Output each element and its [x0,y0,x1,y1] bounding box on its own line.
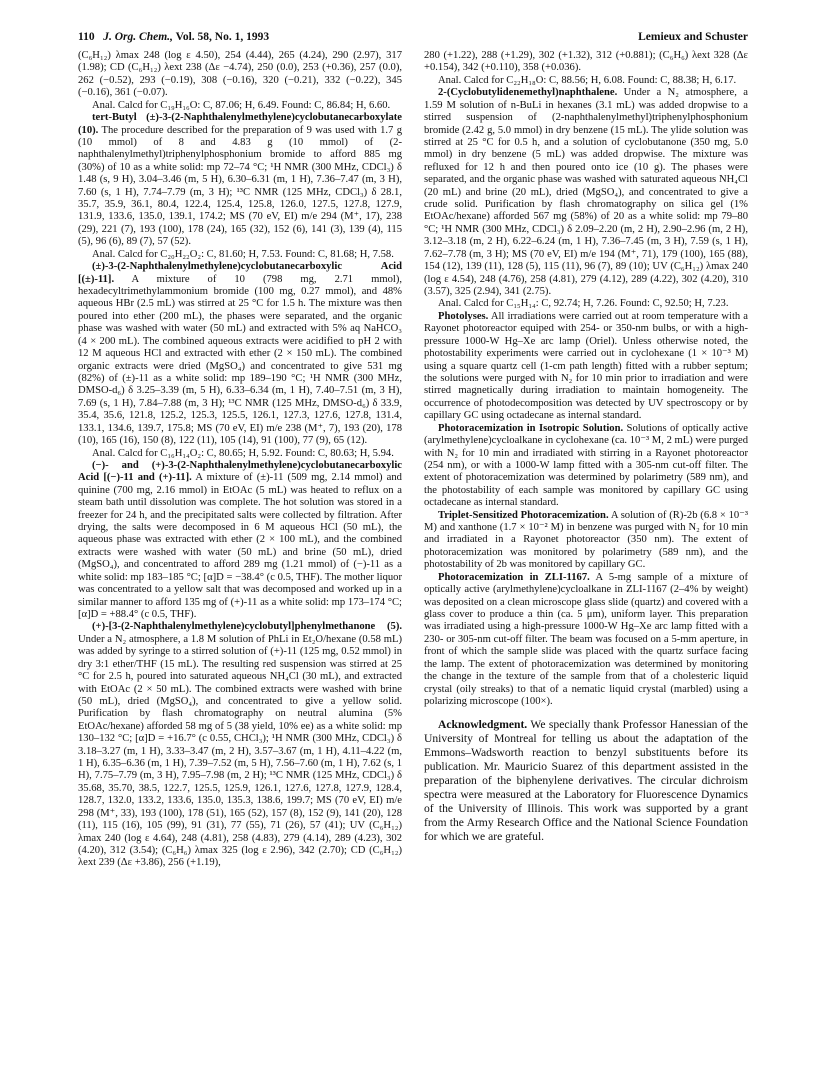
paragraph-heading: Acknowledgment. [438,718,528,732]
paragraph-heading: Photoracemization in ZLI-1167. [438,571,590,583]
paragraph-text: We specially thank Professor Hanessian of the University of Montreal for telling us about the adaptation of the Emmons–Wadsworth reaction to benzyl substituents before its publication. Mr. Mauricio Suarez of this department assisted in the preparation of the biphenylene derivatives. The circular dichroism spectra were measured at the Laboratory for Fluorescence Dynamics of the University of Illinois. This work was supported by a grant from the Army Research Office and the National Science Foundation for which we are grateful. [424,718,748,843]
paragraph-text: Anal. Calcd for C₁₅H₁₄: C, 92.74; H, 7.26. Found: C, 92.50; H, 7.23. [438,298,729,310]
paragraph-heading: Photoracemization in Isotropic Solution. [438,422,624,434]
body-paragraph [78,261,402,447]
paragraph-text: 280 (+1.22), 288 (+1.29), 302 (+1.32), 312 (+0.881); (C₆H₆) λext 328 (Δε +0.154), 342 (+0.110), 358 (+0.036). [424,50,748,74]
paragraph-text: A solution of (R)-2b (6.8 × 10⁻³ M) and xanthone (1.7 × 10⁻² M) in benzene was purged with N₂ for 10 min and irradiated in a Rayonet photoreactor (350 nm). The extent of photoracemization was monitored by polarimetry (589 nm), and the photostability of 2b was monitored by capillary GC. [424,509,748,571]
paragraph-text: The procedure described for the preparation of 9 was used with 1.7 g (10 mmol) of 8 and 4.83 g (10 mmol) of (2-naphthalenylmethyl)triphenylphosphonium bromide to afford 885 mg (30%) of 10 as a white solid: mp 72–74 °C; ¹H NMR (300 MHz, CDCl₃) δ 1.48 (s, 9 H), 3.04–3.46 (m, 5 H), 6.30–6.31 (m, 1 H), 7.36–7.47 (m, 3 H), 7.60 (s, 1 H), 7.74–7.79 (m, 3 H); ¹³C NMR (125 MHz, CDCl₃) δ 28.1, 35.7, 35.9, 36.1, 80.4, 122.4, 125.4, 125.8, 126.0, 127.5, 127.8, 127.9, 131.9, 133.6, 135.0, 139.1, 174.2; MS (70 eV, EI) m/e 294 (M⁺, 17), 238 (29), 221 (7), 193 (100), 178 (24), 165 (32), 152 (6), 141 (3), 139 (4), 115 (5), 96 (6), 89 (7), 57 (52). [78,124,402,248]
paragraph-heading: (+)-[3-(2-Naphthalenylmethylene)cyclobutyl]phenylmethanone (5). [92,621,402,633]
author-names: Lemieux and Schuster [638,31,748,43]
paragraph-text: Under a N₂ atmosphere, a 1.8 M solution of PhLi in Et₂O/hexane (0.58 mL) was added by syringe to a stirred solution of (+)-11 (125 mg, 0.52 mmol) in dry 3:1 ether/THF (15 mL). The resulting red suspension was stirred at 25 °C for 2.5 h, poured into saturated aqueous NH₄Cl (30 mL), and extracted with EtOAc (2 × 50 mL). The combined extracts were washed with brine (50 mL), dried (MgSO₄), and concentrated to give a yellow solid. Purification by flash chromatography on neutral alumina (5% EtOAc/hexane) afforded 58 mg of 5 (38 yield, 10% ee) as a white solid: mp 130–132 °C; [α]D = +16.7° (c 0.55, CHCl₃); ¹H NMR (300 MHz, CDCl₃) δ 3.18–3.27 (m, 1 H), 3.33–3.47 (m, 2 H), 3.57–3.67 (m, 1 H), 4.11–4.22 (m, 1 H), 6.35–6.36 (m, 1 H), 7.39–7.52 (m, 5 H), 7.56–7.60 (m, 1 H), 7.62 (s, 1 H), 7.75–7.79 (m, 3 H), 7.95–7.98 (m, 2 H); ¹³C NMR (125 MHz, CDCl₃) δ 35.68, 35.70, 38.5, 122.7, 125.5, 125.9, 126.1, 127.6, 127.8, 127.9, 128.4, 128.7, 132.0, 133.2, 133.6, 135.0, 135.3, 138.6, 199.7; MS (70 eV, EI) m/e 298 (M⁺, 33), 193 (100), 178 (51), 165 (52), 157 (8), 152 (9), 141 (20), 128 (11), 115 (16), 105 (99), 91 (31), 77 (55), 71 (26), 57 (41); UV (C₆H₁₂) λmax 240 (log ε 4.64), 248 (4.81), 258 (4.83), 279 (4.14), 289 (4.23), 302 (4.20), 312 (3.54); (C₆H₆) λmax 325 (log ε 2.96), 342 (2.70); CD (C₆H₁₂) λext 239 (Δε +3.86), 256 (+1.19), [78,633,402,869]
paragraph-text: A 5-mg sample of a mixture of optically active (arylmethylene)cycloalkane in ZLI-1167 (2–4% by weight) was deposited on a clean microscope glass slide (quartz) and covered with a glass cover to produce a thin (ca. 5 μm), uniform layer. This preparation was irradiated using a high-pressure 1000-W Hg–Xe arc lamp fitted with a 230- or 305-nm cut-off filter. The beam was focused on a 5-mm aperture, in front of which the sample slide was placed with the quartz surface facing the lamp. The extent of photoracemization was determined by monitoring the change in the texture of the sample from that of a cholesteric liquid crystal (oily streaks) to that of a nematic liquid crystal (marbled) using a polarizing microscope (100×). [424,571,748,707]
paragraph-text: All irradiations were carried out at room temperature with a Rayonet photoreactor equiped with 254- or 350-nm bulbs, or with a high-pressure 1000-W Hg–Xe arc lamp (Oriel). Unless otherwise noted, the photostability experiments were carried out in cyclohexane (1 × 10⁻³ M) using a square quartz cell (1-cm path length) fitted with a rubber septum; the solutions were purged with N₂ for 10 min prior to irradiation and were stirred magnetically during irradiation to maintain homogeneity. The occurrence of photodecomposition was detected by UV spectroscopy or by capillary GC using octadecane as internal standard. [424,310,748,422]
body-paragraph [424,298,748,310]
body-paragraph [424,50,748,75]
body-paragraph [424,87,748,298]
body-paragraph [78,448,402,460]
paragraph-heading: (−)- and (+)-3-(2-Naphthalenylmethylene)cyclobutanecarboxylic Acid [(−)-11 and (+)-11]. [78,459,402,484]
body-paragraph [424,510,748,572]
body-paragraph [78,249,402,261]
paragraph-text: Anal. Calcd for C₁₉H₁₆O: C, 87.06; H, 6.49. Found: C, 86.84; H, 6.60. [92,99,391,111]
acknowledgment-paragraph [424,718,748,843]
body-paragraph [424,423,748,510]
paragraph-heading: Photolyses. [438,310,489,322]
body-paragraph [78,621,402,869]
paragraph-heading: (±)-3-(2-Naphthalenylmethylene)cyclobutanecarboxylic Acid [(±)-11]. [78,261,402,285]
paragraph-text: Solutions of optically active (arylmethylene)cycloalkane in cyclohexane (ca. 10⁻³ M, 2 mL) were purged with N₂ for 10 min and irradiated with stirring in a Rayonet photoreactor (254 nm), or with a 1000-W lamp fitted with a 305-nm cut-off filter. The extent of photoracemization was determined by polarimetry (589 nm), and the photostability of each sample was monitored by capillary GC using octadecane as internal standard. [424,422,748,509]
paragraph-text: Anal. Calcd for C₂₀H₂₂O₂: C, 81.60; H, 7.53. Found: C, 81.68; H, 7.58. [92,248,394,260]
running-header [78,31,748,45]
body-paragraph [78,50,402,100]
paragraph-text: A mixture of (±)-11 (509 mg, 2.14 mmol) and quinine (700 mg, 2.16 mmol) in EtOAc (5 mL) was heated to reflux on a steam bath until dissolution was complete. The hot solution was stored in a freezer for 24 h, and the precipitated salts were collected by filtration. After drying, the salts were decomposed in 6 M aqueous HCl (50 mL), the aqueous phase was extracted with ether (2 × 100 mL), and the combined extracts were washed with water (50 mL) and brine (50 mL), dried (MgSO₄), and concentrated to afford 289 mg (1.21 mmol) of (−)-11 as a white solid: mp 183–185 °C; [α]D = −38.4° (c 0.5, THF). The mother liquor was concentrated to a yellow salt that was decomposed and worked up in a similar manner to afford 135 mg of (+)-11 as a white solid: mp 173–174 °C; [α]D = +88.4° (c 0.5, THF). [78,472,402,620]
right-column [424,50,748,1058]
journal-name: J. Org. Chem., [103,31,173,43]
paragraph-text: Under a N₂ atmosphere, a 1.59 M solution of n-BuLi in hexanes (3.1 mL) was added dropwise to a stirred suspension of (2-naphthalenylmethyl)triphenylphosphonium bromide (2.42 g, 5.0 mmol) in dry benzene (15 mL). The ylide solution was stirred at 25 °C for 0.5 h, and a solution of cyclobutanone (350 mg, 5.0 mmol) in dry benzene (5 mL) was added dropwise. The mixture was refluxed for 12 h and then poured onto ice (10 g). The phases were separated, and the organic phase was washed with saturated aqueous NH₄Cl (20 mL) and brine (20 mL), dried (MgSO₄), and concentrated to give a crude solid. Purification by flash chromatography on silica gel (1% EtOAc/hexane) afforded 567 mg (58%) of 20 as a white solid: mp 79–80 °C; ¹H NMR (300 MHz, CDCl₃) δ 2.09–2.20 (m, 2 H), 2.90–2.96 (m, 2 H), 3.12–3.18 (m, 2 H), 6.22–6.24 (m, 1 H), 7.36–7.45 (m, 3 H), 7.59 (s, 1 H), 7.62–7.78 (m, 3 H); MS (70 eV, EI) m/e 194 (M⁺, 71), 179 (100), 165 (88), 154 (12), 139 (11), 128 (5), 115 (11), 96 (7), 89 (10); UV (C₆H₁₂) λmax 240 (log ε 4.54), 248 (4.76), 258 (4.81), 279 (4.12), 289 (4.22), 302 (4.20), 310 (3.57), 325 (2.94), 341 (2.75). [424,87,748,298]
body-paragraph [424,311,748,423]
paragraph-heading: tert-Butyl (±)-3-(2-Naphthalenylmethylene)cyclobutanecarboxylate (10). [78,112,402,136]
body-paragraph [78,100,402,112]
body-paragraph [424,572,748,709]
paragraph-text: A mixture of 10 (798 mg, 2.71 mmol), hexadecyltrimethylammonium bromide (100 mg, 0.27 mmol), and 48% aqueous HBr (2.5 mL) was stirred at 25 °C for 1.5 h. The mixture was then poured into ether (200 mL), the phases were separated, and the organic phase was washed with water (50 mL) and extracted with 5% aq NaHCO₃ (4 × 200 mL). The combined aqueous extracts were acidified to pH 2 with 12 M aqueous HCl and extracted with ether (2 × 150 mL). The combined organic extracts were dried (MgSO₄) and concentrated to give 531 mg (82%) of (±)-11 as a white solid: mp 189–190 °C; ¹H NMR (300 MHz, DMSO-d₆) δ 3.25–3.39 (m, 5 H), 6.33–6.34 (m, 1 H), 7.40–7.51 (m, 3 H), 7.69 (s, 1 H), 7.84–7.88 (m, 3 H); ¹³C NMR (125 MHz, DMSO-d₆) δ 33.9, 35.4, 35.6, 121.8, 125.2, 125.3, 125.5, 126.1, 127.3, 127.6, 127.8, 131.4, 133.1, 134.6, 139.7, 175.8; MS (70 eV, EI) m/e 238 (M⁺, 7), 193 (20), 178 (10), 165 (16), 150 (8), 122 (11), 105 (14), 91 (100), 77 (9), 65 (12). [78,273,402,447]
paragraph-text: (C₆H₁₂) λmax 248 (log ε 4.50), 254 (4.44), 265 (4.24), 290 (2.97), 317 (1.98); CD (C₆H₁₂) λext 238 (Δε −4.74), 250 (0.0), 253 (+0.36), 257 (0.0), 262 (−0.52), 293 (−0.19), 308 (−0.16), 320 (−0.21), 332 (−0.22), 345 (−0.16), 361 (−0.07). [78,50,402,99]
section-spacer [424,708,748,718]
body-paragraph [78,460,402,621]
paragraph-text: Anal. Calcd for C₂₂H₁₈O: C, 88.56; H, 6.08. Found: C, 88.38; H, 6.17. [438,74,737,86]
paragraph-heading: 2-(Cyclobutylidenemethyl)naphthalene. [438,87,618,99]
journal-volume: Vol. 58, No. 1, 1993 [175,31,270,43]
body-paragraph [78,112,402,249]
paragraph-heading: Triplet-Sensitized Photoracemization. [438,509,609,521]
left-column [78,50,402,1058]
header-left [78,31,269,43]
body-paragraph [424,75,748,87]
paragraph-text: Anal. Calcd for C₁₆H₁₄O₂: C, 80.65; H, 5.92. Found: C, 80.63; H, 5.94. [92,447,394,459]
page-number: 110 [78,31,95,43]
